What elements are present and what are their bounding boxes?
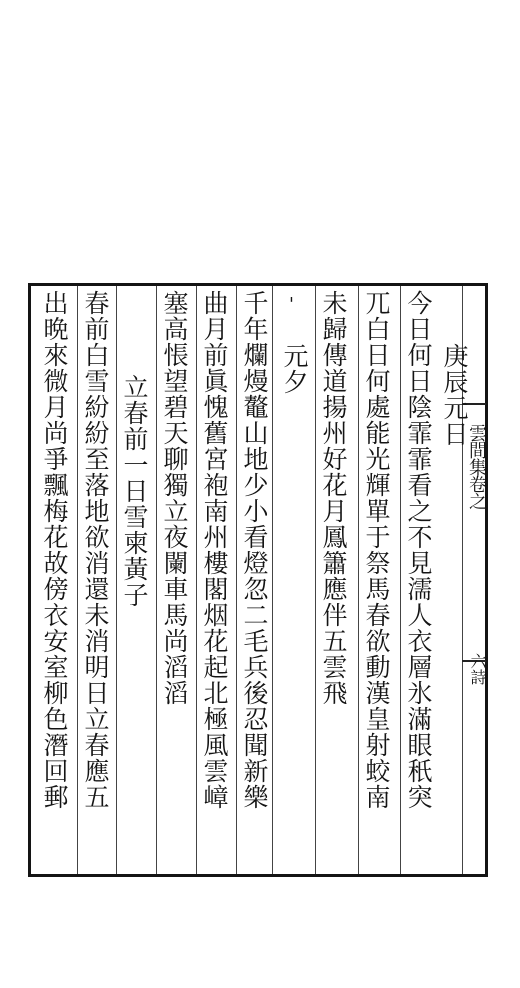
text-column: 塞高悵望碧天聊獨立夜闌車馬尚滔滔 [160, 290, 189, 706]
poem-title-lichun: 立春前一日雪柬黃子 [120, 374, 149, 608]
margin-page-label: 六詩 [468, 653, 487, 685]
punctuation-mark: ' [289, 294, 294, 315]
poem-title-gengchen: 庚辰元日 [440, 343, 469, 447]
column-rule [315, 286, 316, 874]
column-rule [272, 286, 273, 874]
text-column: 千年爛熳鼇山地少小看燈忽二毛兵後忍聞新樂 [240, 290, 269, 810]
column-rule [358, 286, 359, 874]
column-rule [77, 286, 78, 874]
text-column: 春前白雪紛紛至落地欲消還未消明日立春應五 [81, 290, 110, 810]
text-column: 曲月前眞愧舊宮袍南州樓閣烟花起北極風雲嶂 [200, 290, 229, 810]
column-rule [156, 286, 157, 874]
column-rule [400, 286, 401, 874]
column-rule [116, 286, 117, 874]
text-column: 未歸傳道揚州好花月鳳簫應伴五雲飛 [319, 290, 348, 706]
text-column: 今日何日陰霏霏看之不見濡人衣層氷滿眼秖突 [404, 290, 433, 810]
margin-book-title: 雲間集卷之 [466, 424, 487, 509]
poem-title-yuanxi: 元夕 [280, 343, 309, 395]
text-column: 出晩來微月尚爭飄梅花故傍衣安室柳色潛回郵 [40, 290, 69, 810]
column-rule [236, 286, 237, 874]
column-rule [196, 286, 197, 874]
text-column: 兀白日何處能光輝單于祭馬春欲動漢皇射蛟南 [362, 290, 391, 810]
